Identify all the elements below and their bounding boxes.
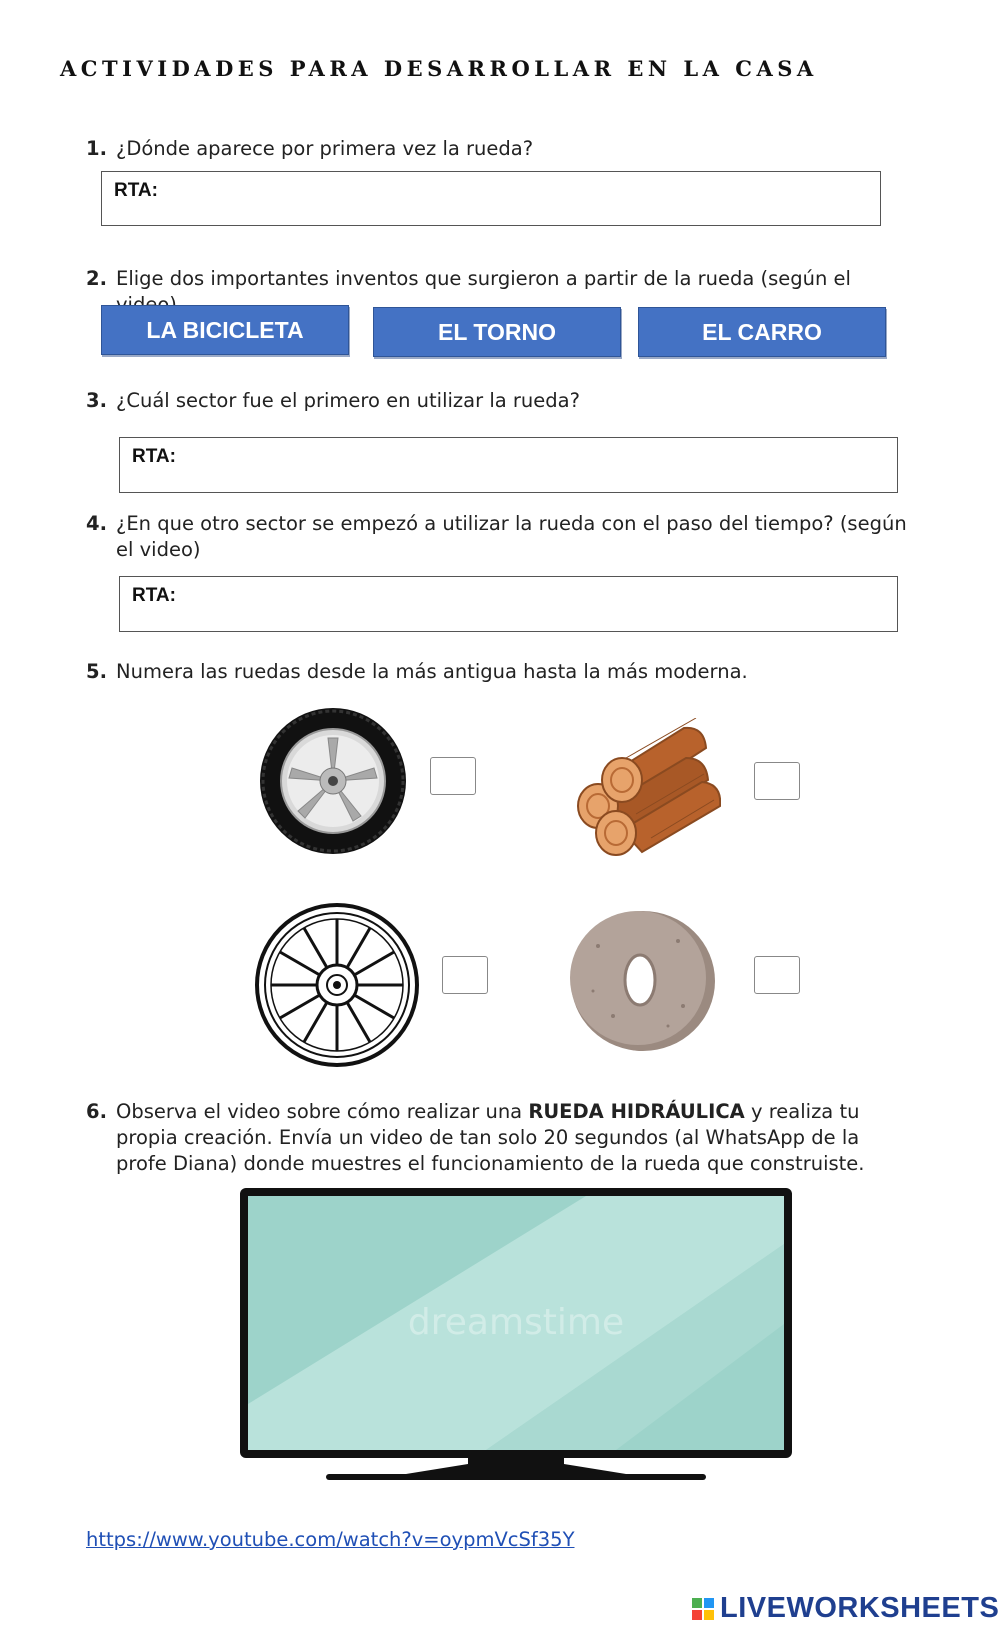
wooden-logs-image <box>556 718 721 858</box>
order-checkbox-stone-wheel[interactable] <box>754 956 800 994</box>
question-6 <box>86 1099 916 1177</box>
car-tire-image <box>258 706 408 856</box>
option-la-bicicleta[interactable]: LA BICICLETA <box>101 305 349 355</box>
question-text: ¿En que otro sector se empezó a utilizar la rueda con el paso del tiempo? (según el video) <box>116 512 907 561</box>
answer-box-4[interactable] <box>119 576 898 632</box>
question-1 <box>86 136 906 162</box>
option-el-carro[interactable]: EL CARRO <box>638 307 886 357</box>
order-checkbox-logs[interactable] <box>754 762 800 800</box>
video-watermark: dreamstime <box>407 1302 625 1343</box>
answer-label: RTA: <box>114 180 158 201</box>
order-checkbox-spoked-wheel[interactable] <box>442 956 488 994</box>
question-number: 1. <box>86 137 107 160</box>
liveworksheets-logo-icon <box>692 1598 716 1622</box>
question-text: Numera las ruedas desde la más antigua hasta la más moderna. <box>116 660 748 683</box>
liveworksheets-brand: LIVEWORKSHEETS <box>720 1592 1000 1624</box>
question-number: 4. <box>86 512 107 535</box>
stone-wheel-image <box>568 906 718 1056</box>
question-text: ¿Cuál sector fue el primero en utilizar la rueda? <box>116 389 580 412</box>
order-checkbox-tire[interactable] <box>430 757 476 795</box>
rueda-hidraulica-bold: RUEDA HIDRÁULICA <box>528 1100 745 1123</box>
question-number: 3. <box>86 389 107 412</box>
question-3 <box>86 388 906 414</box>
worksheet-title: ACTIVIDADES PARA DESARROLLAR EN LA CASA <box>60 56 818 81</box>
answer-label: RTA: <box>132 585 176 606</box>
question-text: Elige dos importantes inventos que surgieron a partir de la rueda (según el <box>116 267 851 290</box>
question-number: 6. <box>86 1100 107 1123</box>
spoked-wagon-wheel-image <box>254 902 420 1068</box>
answer-box-1[interactable] <box>101 171 881 226</box>
question-text: ¿Dónde aparece por primera vez la rueda? <box>116 137 534 160</box>
youtube-link[interactable]: https://www.youtube.com/watch?v=oypmVcSf35Y <box>86 1528 575 1551</box>
option-el-torno[interactable]: EL TORNO <box>373 307 621 357</box>
question-4 <box>86 511 916 563</box>
question-number: 5. <box>86 660 107 683</box>
video-player[interactable] <box>236 1184 796 1484</box>
answer-box-3[interactable] <box>119 437 898 493</box>
question-5 <box>86 659 906 685</box>
question-text: Observa el video sobre cómo realizar una RUEDA HIDRÁULICA y realiza tu propia creación. Envía un video de tan solo 20 segundos (al WhatsApp de la profe Diana) donde muestres el funcionamiento de la rueda que construiste. <box>116 1100 865 1175</box>
question-number: 2. <box>86 267 107 290</box>
answer-label: RTA: <box>132 446 176 467</box>
